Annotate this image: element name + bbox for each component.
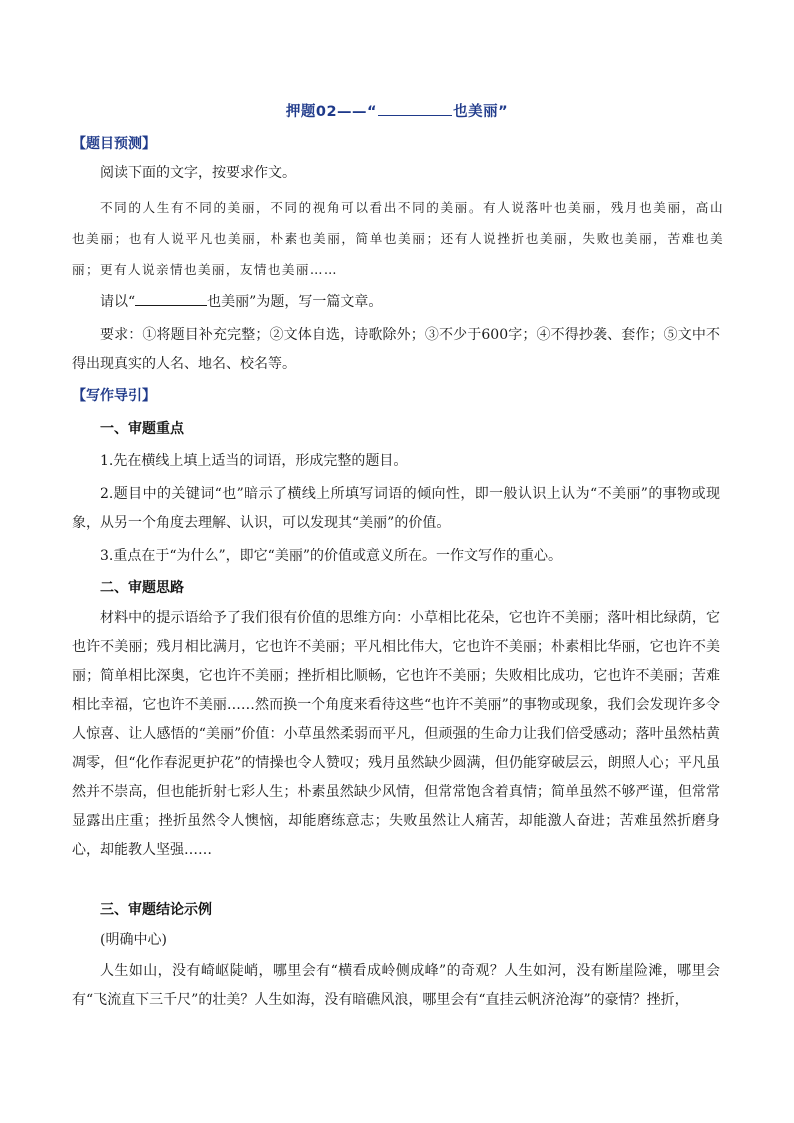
part1-item-3: 3.重点在于“为什么”，即它“美丽”的价值或意义所在。一作文写作的重心。 (100, 548, 562, 564)
requirements-text: 要求：①将题目补充完整；②文体自选，诗歌除外；③不少于600字；④不得抄袭、套作；⑤文中不得出现真实的人名、地名、校名等。 (72, 327, 720, 372)
page-title (0, 100, 794, 121)
instruction-text: 阅读下面的文字，按要求作文。 (100, 165, 296, 181)
essay-prompt (72, 288, 720, 317)
title-blank (378, 105, 452, 116)
part1-item-2: 2.题目中的关键词“也”暗示了横线上所填写词语的倾向性，即一般认识上认为“不美丽”的事物或现象，从另一个角度去理解、认识，可以发现其“美丽”的价值。 (72, 486, 720, 531)
prompt-suffix: 也美丽”为题，写一篇文章。 (207, 294, 383, 310)
prompt-prefix: 请以“ (100, 294, 136, 310)
part1-item-1: 1.先在横线上填上适当的词语，形成完整的题目。 (100, 453, 408, 469)
part3-text: 人生如山，没有崎岖陡峭，哪里会有“横看成岭侧成峰”的奇观？人生如河，没有断崖险滩，哪里会有“飞流直下三千尺”的壮美？人生如海，没有暗礁风浪，哪里会有“直挂云帆济沧海”的豪情？挫折， (72, 963, 720, 1008)
part3-heading: 三、审题结论示例 (100, 902, 212, 918)
section-heading-guide: 【写作导引】 (72, 388, 156, 404)
material-text: 不同的人生有不同的美丽，不同的视角可以看出不同的美丽。有人说落叶也美丽，残月也美丽，高山也美丽；也有人说平凡也美丽，朴素也美丽，简单也美丽；还有人说挫折也美丽，失败也美丽，苦难也美丽；更有人说亲情也美丽，友情也美丽…… (72, 200, 724, 277)
title-suffix: 也美丽” (453, 104, 509, 120)
title-prefix: 押题02——“ (285, 104, 378, 120)
part3-label: (明确中心) (100, 932, 167, 948)
section-heading-prediction: 【题目预测】 (72, 136, 156, 152)
part2-text: 材料中的提示语给予了我们很有价值的思维方向：小草相比花朵，它也许不美丽；落叶相比绿荫，它也许不美丽；残月相比满月，它也许不美丽；平凡相比伟大，它也许不美丽；朴素相比华丽，它也许不美丽；简单相比深奥，它也许不美丽；挫折相比顺畅，它也许不美丽；失败相比成功，它也许不美丽；苦难相比幸福，它也许不美丽……然而换一个角度来看待这些“也许不美丽”的事物或现象，我们会发现许多令人惊喜、让人感悟的“美丽”价值：小草虽然柔弱而平凡，但顽强的生命力让我们倍受感动；落叶虽然枯黄凋零，但“化作春泥更护花”的情操也令人赞叹；残月虽然缺少圆满，但仍能穿破层云，朗照人心；平凡虽然并不崇高，但也能折射七彩人生；朴素虽然缺少风情，但常常饱含着真情；简单虽然不够严谨，但常常显露出庄重；挫折虽然令人懊恼，却能磨练意志；失败虽然让人痛苦，却能激人奋进；苦难虽然折磨身心，却能教人坚强…… (72, 610, 720, 858)
prompt-blank (135, 293, 207, 306)
part2-heading: 二、审题思路 (100, 580, 184, 596)
part1-heading: 一、审题重点 (100, 421, 184, 437)
